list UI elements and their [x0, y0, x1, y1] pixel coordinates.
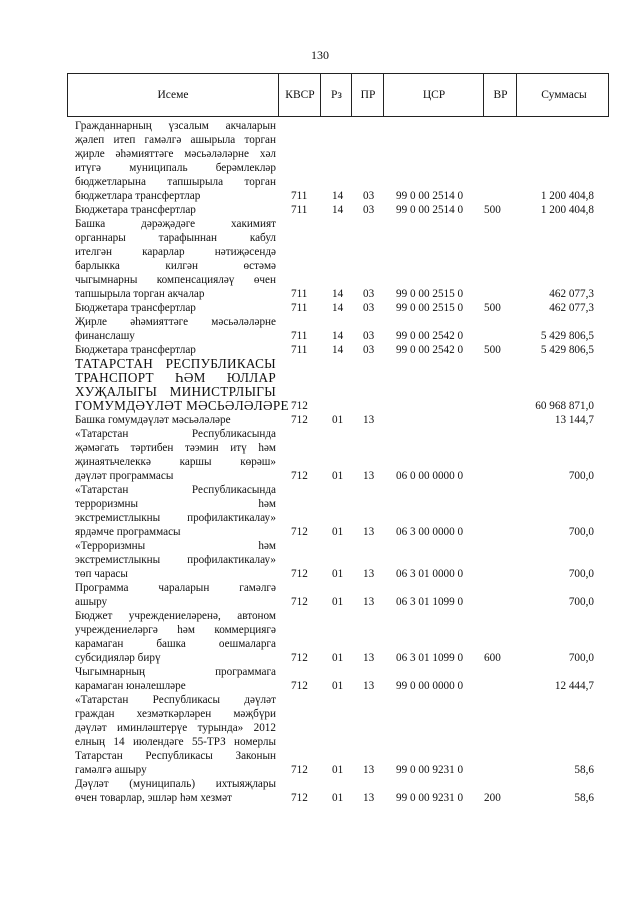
cell-csr: 06 3 01 0000 0 [396, 568, 464, 580]
cell-sum: 60 968 871,0 [535, 400, 594, 412]
row-name-line: «Татарстан Республикасы дәүләт [75, 694, 276, 706]
row-name-line: чыгымнарны компенсацияләү өчен [75, 274, 276, 286]
row-name-line: карамаган юнәлешләре [75, 680, 186, 692]
row-name-line: финанслашу [75, 330, 135, 342]
cell-pr: 13 [363, 526, 375, 538]
table-row [0, 357, 640, 413]
cell-csr: 99 0 00 2514 0 [396, 204, 464, 216]
cell-kvsr: 712 [291, 680, 308, 692]
cell-pr: 13 [363, 470, 375, 482]
cell-sum: 13 144,7 [554, 414, 594, 426]
cell-csr: 06 3 00 0000 0 [396, 526, 464, 538]
cell-sum: 700,0 [568, 652, 594, 664]
row-name-line: Җирле әһәмияттәге мәсьәләләрне [75, 316, 276, 328]
row-name-line: Бюджетара трансфертлар [75, 344, 196, 356]
cell-sum: 462 077,3 [549, 302, 594, 314]
row-name-line: граждан хезмәткәрләрен мәҗбүри [75, 708, 276, 720]
cell-sum: 58,6 [574, 764, 594, 776]
cell-vr: 500 [484, 344, 501, 356]
table-row [0, 581, 640, 609]
table-row [0, 217, 640, 301]
table-row [0, 483, 640, 539]
column-header-pr: ПР [351, 74, 384, 116]
cell-kvsr: 711 [291, 204, 308, 216]
page-number: 130 [311, 48, 329, 62]
row-name [75, 356, 289, 413]
cell-csr: 99 0 00 2514 0 [396, 190, 464, 202]
row-name-line: «Терроризмны һәм [75, 540, 276, 552]
cell-pr: 03 [363, 204, 375, 216]
cell-rz: 01 [332, 596, 344, 608]
row-name-line: бюджетлара трансфертлар [75, 190, 201, 202]
row-name-line: ХУҖАЛЫГЫ МИНИСТРЛЫГЫ [75, 384, 276, 399]
cell-rz: 01 [332, 470, 344, 482]
cell-kvsr: 712 [291, 470, 308, 482]
cell-csr: 06 3 01 1099 0 [396, 652, 464, 664]
cell-pr: 03 [363, 344, 375, 356]
row-name-line: субсидияләр бирү [75, 652, 161, 664]
cell-sum: 12 444,7 [554, 680, 594, 692]
cell-csr: 06 0 00 0000 0 [396, 470, 464, 482]
row-name [75, 427, 276, 483]
column-header-kvsr: КВСР [278, 74, 321, 116]
cell-kvsr: 712 [291, 596, 308, 608]
row-name-line: экстремистлыкны профилактикалау» [75, 554, 276, 566]
row-name [75, 609, 276, 665]
cell-vr: 500 [484, 204, 501, 216]
table-row [0, 301, 640, 315]
cell-sum: 5 429 806,5 [540, 344, 594, 356]
cell-pr: 13 [363, 680, 375, 692]
cell-csr: 99 0 00 2542 0 [396, 330, 464, 342]
cell-pr: 03 [363, 330, 375, 342]
row-name-line: дәүләт иминләштерүе турында» 2012 [75, 722, 276, 734]
cell-pr: 13 [363, 596, 375, 608]
cell-csr: 99 0 00 2542 0 [396, 344, 464, 356]
row-name-line: ТРАНСПОРТ ҺӘМ ЮЛЛАР [75, 370, 276, 385]
cell-kvsr: 712 [291, 764, 308, 776]
cell-pr: 03 [363, 190, 375, 202]
cell-pr: 13 [363, 568, 375, 580]
cell-sum: 700,0 [568, 526, 594, 538]
column-header-name: Исеме [157, 89, 189, 101]
row-name [75, 203, 276, 217]
table-row [0, 203, 640, 217]
table-row [0, 427, 640, 483]
row-name-line: җирле әһәмияттәге мәсьәләләрне хәл [75, 148, 276, 160]
cell-rz: 14 [332, 330, 344, 342]
column-header-vr: ВР [483, 74, 517, 116]
cell-csr: 99 0 00 2515 0 [396, 302, 464, 314]
cell-vr: 600 [484, 652, 501, 664]
cell-kvsr: 711 [291, 288, 308, 300]
cell-rz: 01 [332, 526, 344, 538]
row-name-line: ГОМУМДӘҮЛӘТ МӘСЬӘЛӘЛӘРЕ [75, 398, 289, 413]
row-name-line: бюджетларына тапшырыла торган [75, 176, 276, 188]
cell-sum: 1 200 404,8 [540, 204, 594, 216]
cell-kvsr: 711 [291, 190, 308, 202]
cell-kvsr: 712 [291, 652, 308, 664]
cell-rz: 01 [332, 764, 344, 776]
cell-rz: 01 [332, 414, 344, 426]
cell-vr: 200 [484, 792, 501, 804]
cell-pr: 13 [363, 792, 375, 804]
table-row [0, 609, 640, 665]
row-name-line: Бюджет учреждениеләренә, автоном [75, 610, 276, 622]
cell-sum: 5 429 806,5 [540, 330, 594, 342]
row-name-line: Башка дәрәҗәдәге хакимият [75, 218, 276, 230]
table-row [0, 539, 640, 581]
row-name-line: Бюджетара трансфертлар [75, 302, 196, 314]
row-name [75, 581, 276, 609]
row-name-line: ярдәмче программасы [75, 526, 181, 538]
column-header-rz: Рз [320, 74, 352, 116]
cell-kvsr: 712 [291, 792, 308, 804]
row-name-line: барлыкка килгән өстәмә [75, 260, 276, 272]
row-name-line: «Татарстан Республикасында [75, 484, 276, 496]
row-name-line: Дәүләт (муниципаль) ихтыяҗлары [75, 778, 276, 790]
row-name-line: «Татарстан Республикасында [75, 428, 276, 440]
cell-csr: 06 3 01 1099 0 [396, 596, 464, 608]
row-name-line: ашыру [75, 596, 108, 608]
cell-pr: 03 [363, 302, 375, 314]
cell-pr: 13 [363, 414, 375, 426]
table-row [0, 413, 640, 427]
table-row [0, 693, 640, 777]
row-name-line: органнары тарафыннан кабул [75, 232, 276, 244]
cell-rz: 01 [332, 680, 344, 692]
row-name-line: өчен товарлар, эшләр һәм хезмәт [75, 792, 232, 804]
cell-kvsr: 711 [291, 330, 308, 342]
column-header-csr: ЦСР [383, 74, 484, 116]
cell-kvsr: 711 [291, 344, 308, 356]
row-name-line: төп чарасы [75, 568, 128, 580]
cell-kvsr: 712 [291, 526, 308, 538]
cell-rz: 14 [332, 190, 344, 202]
row-name [75, 777, 276, 805]
row-name-line: терроризмны һәм [75, 498, 276, 510]
table-row [0, 119, 640, 203]
row-name-line: ТАТАРСТАН РЕСПУБЛИКАСЫ [75, 356, 276, 371]
row-name-line: елның 14 июлендәге 55-ТРЗ номерлы [75, 736, 276, 748]
cell-kvsr: 711 [291, 302, 308, 314]
row-name-line: Гражданнарның үзсалым акчаларын [75, 120, 276, 132]
row-name [75, 665, 276, 693]
row-name-line: Чыгымнарның программага [75, 666, 276, 678]
cell-rz: 14 [332, 344, 344, 356]
cell-rz: 01 [332, 568, 344, 580]
row-name [75, 315, 276, 343]
row-name [75, 693, 276, 777]
row-name [75, 217, 276, 301]
table-header [67, 73, 609, 117]
cell-kvsr: 712 [291, 400, 308, 412]
cell-pr: 03 [363, 288, 375, 300]
table-row [0, 665, 640, 693]
row-name-line: ителгән карарлар нәтиҗәсендә [75, 246, 276, 258]
row-name-line: Бюджетара трансфертлар [75, 204, 196, 216]
cell-sum: 700,0 [568, 596, 594, 608]
row-name [75, 343, 276, 357]
cell-rz: 01 [332, 652, 344, 664]
row-name-line: гамәлгә ашыру [75, 764, 147, 776]
row-name-line: экстремистлыкны профилактикалау» [75, 512, 276, 524]
cell-pr: 13 [363, 652, 375, 664]
cell-csr: 99 0 00 9231 0 [396, 764, 464, 776]
row-name [75, 539, 276, 581]
column-header-sum: Суммасы [516, 74, 611, 116]
cell-rz: 01 [332, 792, 344, 804]
row-name-line: тапшырыла торган акчалар [75, 288, 205, 300]
table-row [0, 777, 640, 805]
row-name-line: итүгә муниципаль берәмлекләр [75, 162, 276, 174]
cell-rz: 14 [332, 204, 344, 216]
row-name-line: учреждениеләргә һәм коммерциягә [75, 624, 276, 636]
cell-csr: 99 0 00 9231 0 [396, 792, 464, 804]
cell-rz: 14 [332, 302, 344, 314]
row-name-line: Татарстан Республикасы Законын [75, 750, 276, 762]
cell-sum: 700,0 [568, 470, 594, 482]
row-name [75, 119, 276, 203]
cell-sum: 462 077,3 [549, 288, 594, 300]
cell-vr: 500 [484, 302, 501, 314]
table-row [0, 315, 640, 343]
cell-sum: 58,6 [574, 792, 594, 804]
cell-rz: 14 [332, 288, 344, 300]
row-name [75, 301, 276, 315]
row-name [75, 413, 276, 427]
cell-csr: 99 0 00 2515 0 [396, 288, 464, 300]
cell-sum: 700,0 [568, 568, 594, 580]
row-name-line: җәмәгать тәртибен тәэмин итү һәм [75, 442, 276, 454]
row-name-line: дәүләт программасы [75, 470, 174, 482]
row-name [75, 483, 276, 539]
cell-kvsr: 712 [291, 568, 308, 580]
cell-kvsr: 712 [291, 414, 308, 426]
row-name-line: җинаятьчелеккә каршы көрәш» [75, 456, 276, 468]
cell-csr: 99 0 00 0000 0 [396, 680, 464, 692]
row-name-line: Программа чараларын гамәлгә [75, 582, 276, 594]
cell-sum: 1 200 404,8 [540, 190, 594, 202]
cell-pr: 13 [363, 764, 375, 776]
row-name-line: Башка гомумдәүләт мәсьәләләре [75, 414, 231, 426]
row-name-line: җәлеп итеп гамәлгә ашырыла торган [75, 134, 276, 146]
row-name-line: карамаган башка оешмаларга [75, 638, 276, 650]
table-row [0, 343, 640, 357]
